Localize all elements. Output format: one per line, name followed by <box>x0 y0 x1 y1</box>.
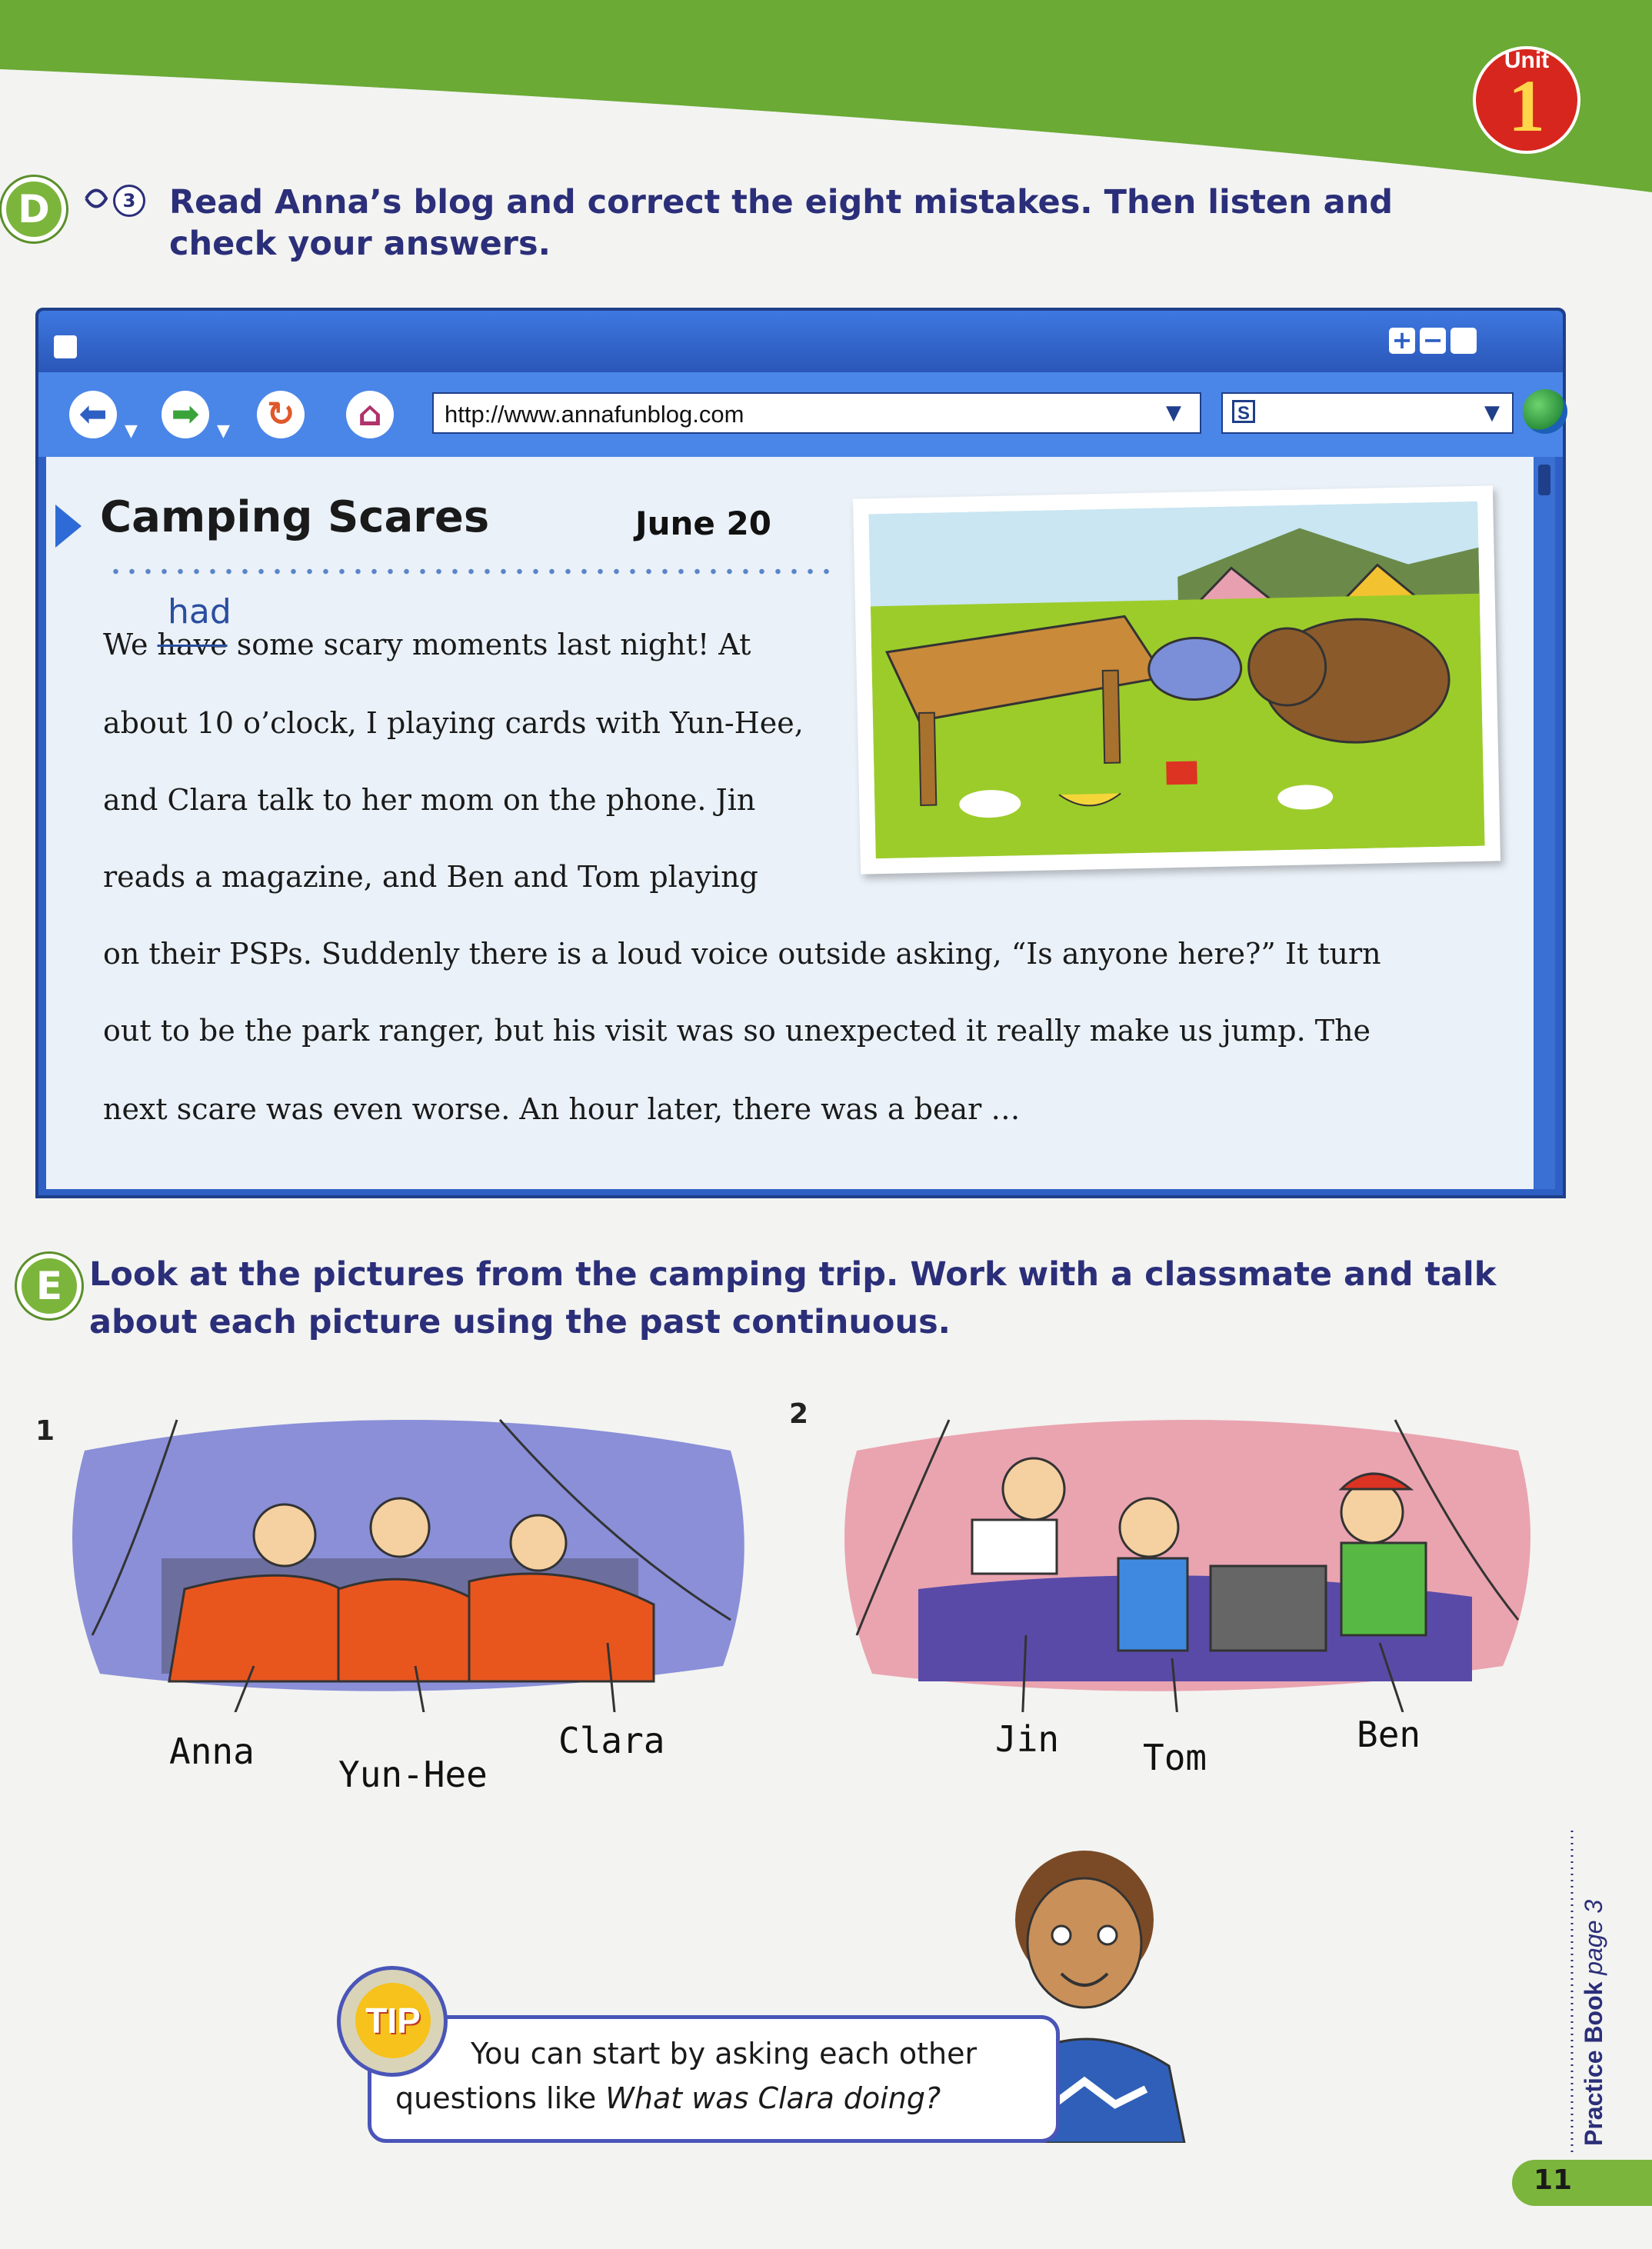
blog-line-6: out to be the park ranger, but his visit was so unexpected it really make us jump. The <box>103 1014 1371 1048</box>
blog-date: June 20 <box>635 505 771 542</box>
blog-line-2: about 10 o’clock, I playing cards with Yun-Hee, <box>103 706 804 740</box>
picture-2-number: 2 <box>789 1398 809 1430</box>
forward-icon[interactable]: ➡ <box>162 391 209 438</box>
label-anna: Anna <box>169 1731 255 1772</box>
handwritten-correction: had <box>168 592 231 631</box>
blog-title: Camping Scares <box>100 492 490 542</box>
maximize-icon[interactable]: + <box>1389 328 1415 354</box>
browser-titlebar <box>38 311 1563 372</box>
tip-line-2: questions like What was Clara doing? <box>395 2081 941 2115</box>
section-d-badge: D <box>2 177 66 242</box>
section-e-instruction-2: about each picture using the past continuous. <box>89 1303 951 1341</box>
campsite-bear-illustration <box>868 501 1484 858</box>
label-clara: Clara <box>558 1720 665 1761</box>
search-dropdown-icon[interactable]: ▼ <box>1484 401 1500 425</box>
unit-label: Unit <box>1504 48 1550 73</box>
tip-lightbulb-icon: TIP <box>355 1983 431 2058</box>
blog-photo <box>853 485 1500 874</box>
search-engine-icon: S <box>1232 400 1255 423</box>
section-d-instruction-1: Read Anna’s blog and correct the eight mistakes. Then listen and <box>169 183 1394 222</box>
window-menu-icon[interactable] <box>54 335 77 358</box>
section-e-instruction-1: Look at the pictures from the camping trip. Work with a classmate and talk <box>89 1255 1497 1294</box>
section-e-badge: E <box>17 1254 82 1318</box>
back-dropdown-icon[interactable]: ▼ <box>125 421 138 441</box>
scrollbar-thumb[interactable] <box>1538 465 1550 495</box>
blog-line-5: on their PSPs. Suddenly there is a loud voice outside asking, “Is anyone here?” It turn <box>103 937 1381 971</box>
picture-1-tent-illustration <box>69 1404 746 1712</box>
globe-icon[interactable] <box>1523 389 1567 434</box>
blog-line-3: and Clara talk to her mom on the phone. Jin <box>103 783 756 817</box>
picture-1-number: 1 <box>35 1415 55 1447</box>
page-number: 11 <box>1534 2164 1573 2196</box>
address-bar[interactable]: http://www.annafunblog.com <box>432 392 1201 434</box>
unit-number: 1 <box>1508 65 1545 147</box>
forward-dropdown-icon[interactable]: ▼ <box>217 421 230 441</box>
title-arrow-icon <box>55 505 82 548</box>
label-jin: Jin <box>995 1718 1060 1760</box>
tip-line-1: You can start by asking each other <box>471 2037 978 2071</box>
back-icon[interactable]: ⬅ <box>69 391 117 438</box>
blog-line-7: next scare was even worse. An hour later, there was a bear … <box>103 1092 1021 1126</box>
search-box[interactable] <box>1221 392 1514 434</box>
track-number: 3 <box>113 185 145 217</box>
dotted-divider <box>108 568 831 575</box>
label-yun-hee: Yun-Hee <box>338 1754 488 1795</box>
minimize-icon[interactable]: − <box>1420 328 1446 354</box>
address-dropdown-icon[interactable]: ▼ <box>1166 401 1181 425</box>
struck-word: have <box>157 628 228 661</box>
practice-book-reference: Practice Book page 3 <box>1580 1899 1607 2146</box>
scrollbar[interactable] <box>1534 457 1555 1189</box>
section-d-instruction-2: check your answers. <box>169 225 551 263</box>
browser-toolbar <box>38 372 1563 457</box>
header-band <box>0 0 1652 200</box>
label-ben: Ben <box>1357 1714 1421 1755</box>
blog-line-4: reads a magazine, and Ben and Tom playing <box>103 860 758 894</box>
tip-box <box>368 2015 1060 2143</box>
home-icon[interactable]: ⌂ <box>346 391 394 438</box>
blog-line-1: We have some scary moments last night! At <box>103 628 751 661</box>
refresh-icon[interactable]: ↻ <box>257 391 305 438</box>
label-tom: Tom <box>1143 1737 1207 1778</box>
close-window-icon[interactable] <box>1450 328 1477 354</box>
picture-2-tent-illustration <box>841 1404 1534 1712</box>
